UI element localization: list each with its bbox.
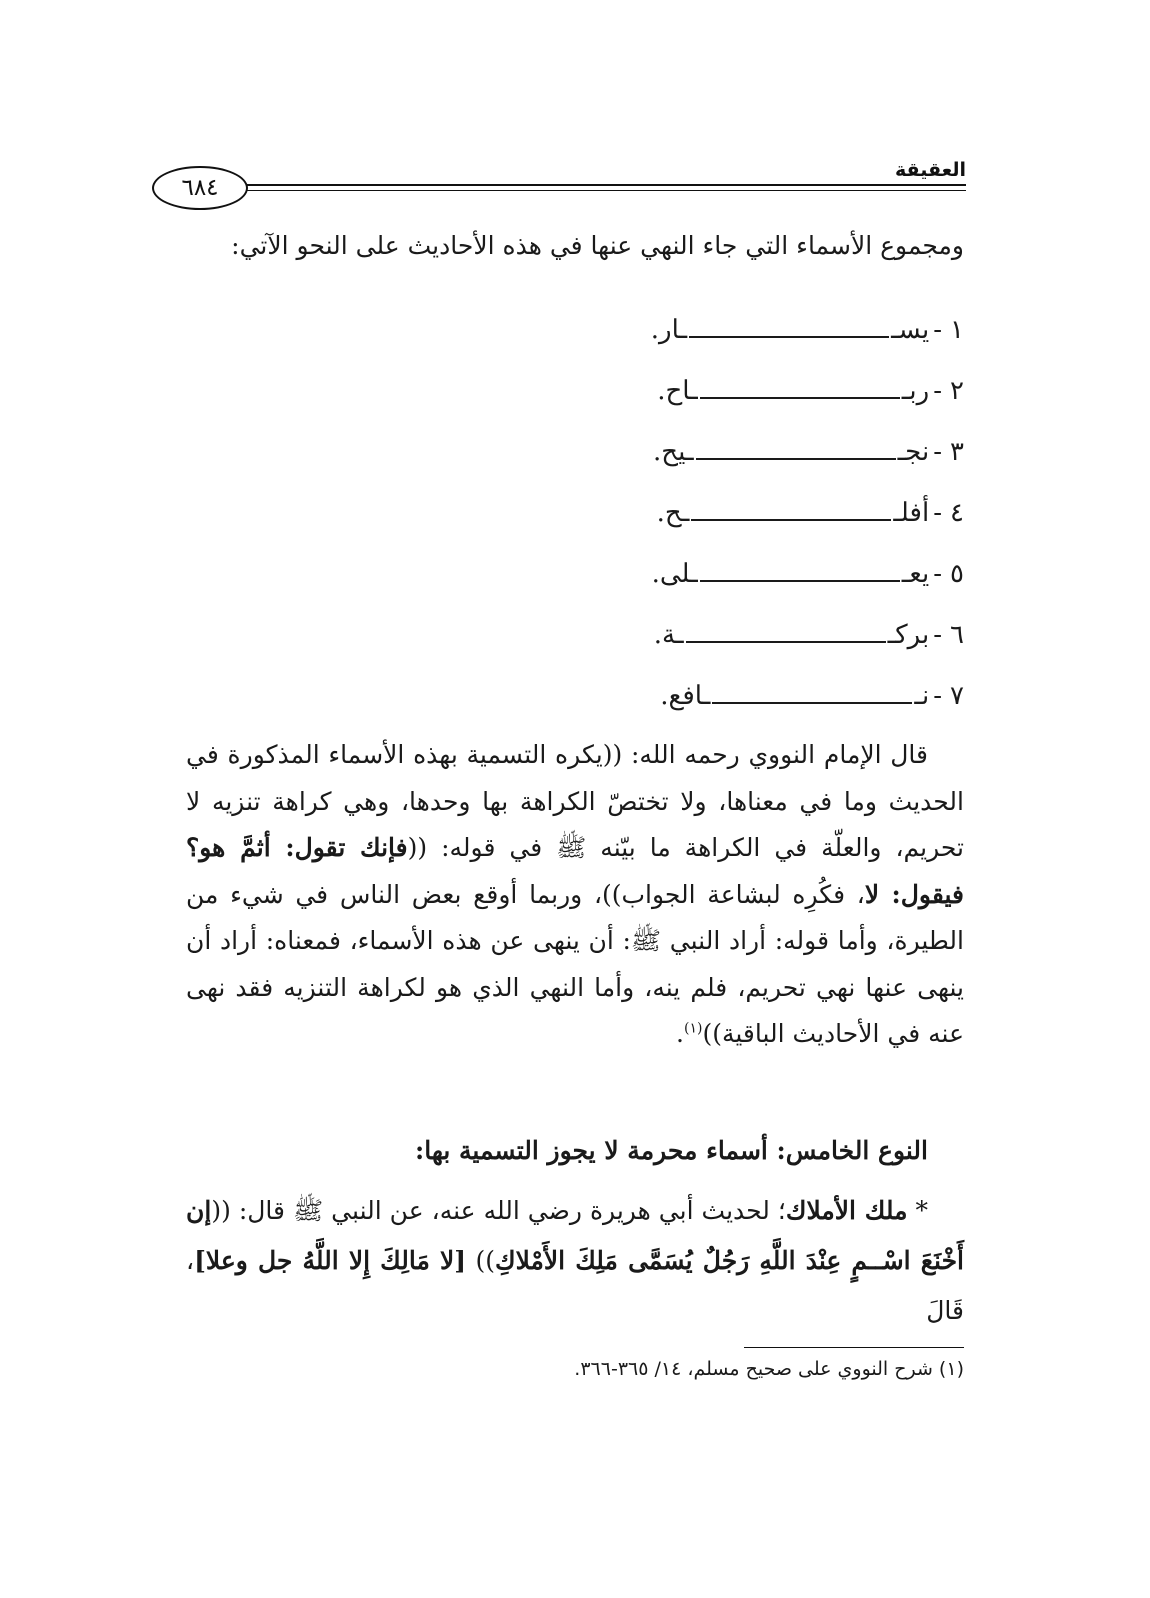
name-dash: - (933, 498, 942, 528)
name-start: ربـ (901, 376, 930, 406)
item-hadith: إن أَخْنَعَ اسْــمٍ عِنْدَ اللَّهِ رَجُلٌ يُسَمَّى مَلِكَ الأَمْلاكِ (186, 1196, 964, 1275)
name-list-item (584, 666, 964, 727)
name-kashida-stretch (700, 396, 900, 399)
name-start: يسـ (891, 315, 930, 345)
name-dash: - (933, 315, 942, 345)
item-text-2: )) (466, 1246, 495, 1275)
name-dash: - (933, 376, 942, 406)
paragraph-text-2: ، فكُرِه لبشاعة الجواب))، وربما أوقع بعض الناس في شيء من الطيرة، وأما قوله: أراد النبي ﷺ: أن ينهى عن هذه الأسماء، فمعناه: أراد أن ينهى عنها نهي تحريم، فلم ينه، وأما النهي الذي هو لكراهة التنزيه فقد نهى عنه في الأحاديث الباقية)) (186, 879, 964, 1048)
name-end: ـيح. (653, 437, 694, 467)
name-list-item (584, 483, 964, 544)
name-kashida-stretch (696, 457, 896, 460)
name-kashida-stretch (712, 701, 912, 704)
footnote-rule (744, 1347, 964, 1348)
intro-line: ومجموع الأسماء التي جاء النهي عنها في هذه الأحاديث على النحو الآتي: (231, 231, 964, 260)
name-end: ـة. (653, 620, 684, 650)
name-dash: - (933, 681, 942, 711)
malik-al-amlak-item (186, 1186, 964, 1336)
footnote-reference[interactable]: (١) (683, 1020, 703, 1037)
name-start: نجـ (897, 437, 930, 467)
name-start: أفلـ (893, 498, 930, 528)
name-kashida-stretch (700, 579, 900, 582)
name-end: ـافع. (660, 681, 711, 711)
page-number-badge: ٦٨٤ (152, 166, 248, 210)
name-number: ١ (950, 315, 964, 345)
name-number: ٤ (950, 498, 964, 528)
name-start: يعـ (901, 559, 930, 589)
name-dash: - (933, 437, 942, 467)
name-list-item (584, 422, 964, 483)
name-number: ٥ (950, 559, 964, 589)
name-end: ـاح. (657, 376, 698, 406)
name-end: ـح. (656, 498, 690, 528)
name-dash: - (933, 620, 942, 650)
running-header-title: العقيقة (895, 159, 966, 181)
name-start: بركـ (887, 620, 930, 650)
name-start: نـ (914, 681, 930, 711)
item-bracket-note: [لا مَالِكَ إِلا اللَّهُ جل وعلا] (194, 1246, 467, 1275)
item-star: * (915, 1196, 929, 1225)
name-end: ـلى. (651, 559, 698, 589)
item-text-3: ، قَالَ (186, 1246, 964, 1325)
name-number: ٦ (950, 620, 964, 650)
item-text-1: ؛ لحديث أبي هريرة رضي الله عنه، عن النبي ﷺ قال: (( (211, 1196, 786, 1225)
name-kashida-stretch (689, 335, 889, 338)
name-kashida-stretch (686, 640, 886, 643)
item-title: ملك الأملاك (785, 1196, 908, 1225)
name-list-item (584, 605, 964, 666)
footnote-text: (١) شرح النووي على صحيح مسلم، ١٤/ ٣٦٥-٣٦٦. (574, 1358, 964, 1380)
paragraph-bold-hadith: فإنك تقول: أثمَّ هو؟ فيقول: لا (186, 833, 964, 909)
name-list-item (584, 544, 964, 605)
name-list-item (584, 361, 964, 422)
name-dash: - (933, 559, 942, 589)
name-number: ٢ (950, 376, 964, 406)
name-end: ـار. (650, 315, 688, 345)
name-kashida-stretch (691, 518, 891, 521)
name-number: ٣ (950, 437, 964, 467)
nawawi-quote-paragraph (186, 732, 964, 1058)
header-rule-thin (234, 190, 966, 191)
name-number: ٧ (950, 681, 964, 711)
name-list-item (584, 300, 964, 361)
paragraph-text-1: قال الإمام النووي رحمه الله: ((يكره التسمية بهذه الأسماء المذكورة في الحديث وما في معناها، ولا تختصّ الكراهة بها وحدها، وهي كراهة تنزيه لا تحريم، والعلّة في الكراهة ما بيّنه ﷺ في قوله: (( (186, 740, 965, 862)
paragraph-end: . (676, 1019, 684, 1048)
section-heading: النوع الخامس: أسماء محرمة لا يجوز التسمية بها: (415, 1136, 928, 1165)
forbidden-names-list (584, 300, 964, 727)
header-rule (234, 184, 966, 186)
